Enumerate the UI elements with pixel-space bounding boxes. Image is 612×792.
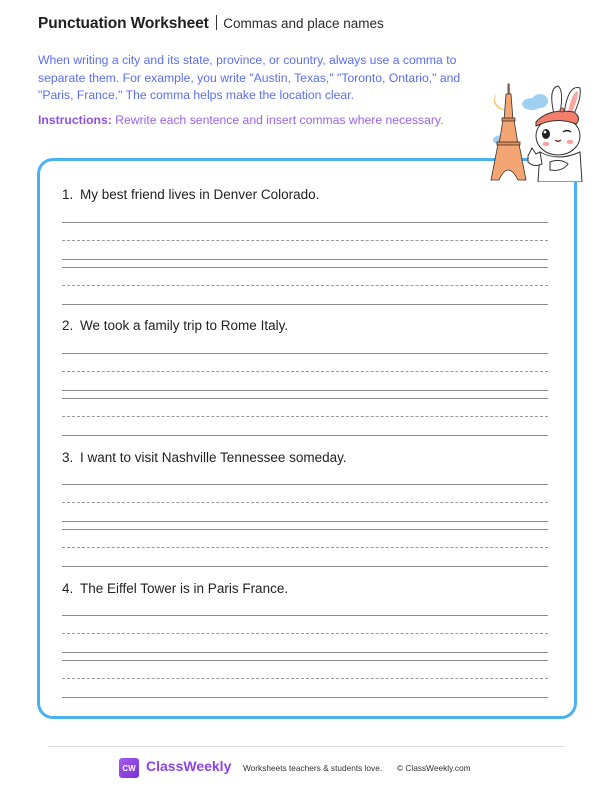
writing-line[interactable] (62, 615, 548, 616)
question-3 (62, 450, 347, 465)
writing-midline (62, 547, 548, 548)
instructions (38, 113, 444, 127)
question-text: My best friend lives in Denver Colorado. (80, 187, 320, 202)
writing-line[interactable] (62, 484, 548, 485)
writing-midline (62, 633, 548, 634)
question-4 (62, 581, 288, 596)
bunny-eiffel-illustration-icon (488, 82, 598, 182)
footer-copyright: © ClassWeekly.com (397, 763, 471, 773)
footer-brand: ClassWeekly (146, 758, 232, 774)
writing-midline (62, 416, 548, 417)
question-number: 3. (62, 450, 74, 465)
writing-line[interactable] (62, 529, 548, 530)
page-subtitle: Commas and place names (223, 16, 384, 31)
worksheet-header (38, 15, 384, 33)
writing-baseline (62, 566, 548, 567)
question-text: The Eiffel Tower is in Paris France. (80, 581, 289, 596)
writing-midline (62, 371, 548, 372)
writing-midline (62, 285, 548, 286)
footer-divider (48, 746, 564, 747)
writing-midline (62, 502, 548, 503)
question-2 (62, 318, 288, 333)
footer-tagline: Worksheets teachers & students love. (243, 763, 383, 773)
writing-midline (62, 240, 548, 241)
title-divider (216, 15, 218, 30)
writing-midline (62, 678, 548, 679)
writing-baseline (62, 697, 548, 698)
writing-line[interactable] (62, 398, 548, 399)
question-1 (62, 187, 319, 202)
instructions-label: Instructions: (38, 113, 112, 127)
answer-box (37, 158, 577, 719)
page-title: Punctuation Worksheet (38, 15, 209, 32)
question-text: I want to visit Nashville Tennessee someday. (80, 450, 347, 465)
intro-paragraph: When writing a city and its state, province, or country, always use a comma to separate them. For example, you write "Austin, Texas," "Toronto, Ontario," and "Paris, France." The comma helps make the location clear. (38, 53, 461, 102)
writing-baseline (62, 259, 548, 260)
classweekly-logo-icon: CW (119, 758, 139, 778)
writing-line[interactable] (62, 353, 548, 354)
question-number: 1. (62, 187, 74, 202)
instructions-text: Rewrite each sentence and insert commas where necessary. (111, 113, 444, 127)
writing-line[interactable] (62, 267, 548, 268)
question-text: We took a family trip to Rome Italy. (80, 318, 289, 333)
writing-baseline (62, 390, 548, 391)
writing-line[interactable] (62, 222, 548, 223)
writing-baseline (62, 652, 548, 653)
question-number: 2. (62, 318, 74, 333)
writing-baseline (62, 521, 548, 522)
writing-baseline (62, 435, 548, 436)
writing-line[interactable] (62, 660, 548, 661)
question-number: 4. (62, 581, 74, 596)
writing-baseline (62, 304, 548, 305)
